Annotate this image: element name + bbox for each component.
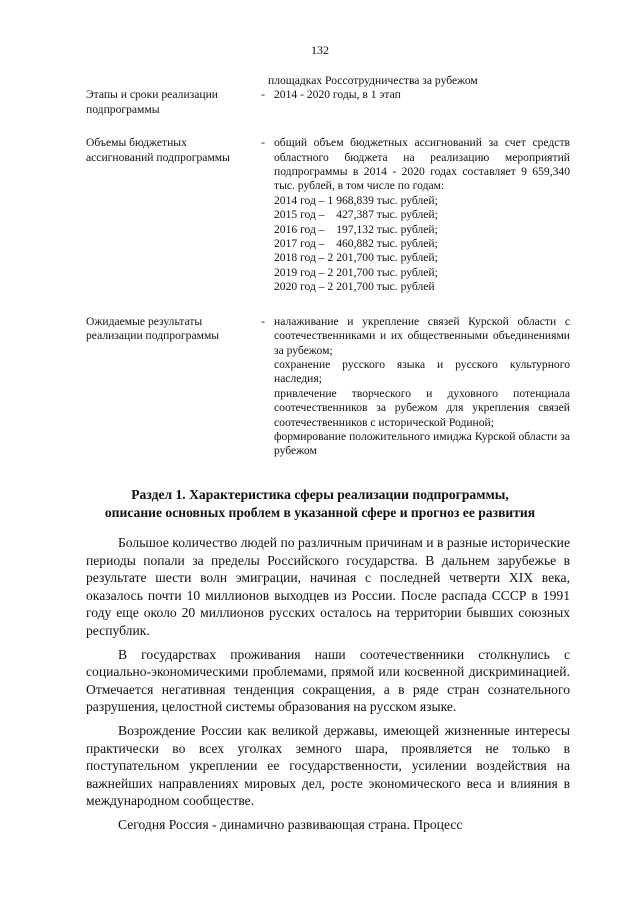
result-item: налаживание и укрепление связей Курской области с соотечественниками и их общественными объединениями за рубежом; (274, 314, 570, 357)
passport-table (86, 74, 570, 478)
passport-row-funding (86, 136, 570, 294)
row-dash: - (261, 136, 265, 150)
row-label: Ожидаемые результаты реализации подпрограммы (86, 314, 220, 343)
paragraph: В государствах проживания наши соотечественники столкнулись с социально-экономическими проблемами, прямой или косвенной дискриминацией. Отмечается негативная тенденция сокращения, а в ряде стран сознательного разрушения, целостной системы образования на русском языке. (86, 646, 570, 715)
section-title-line: Раздел 1. Характеристика сферы реализации подпрограммы, (131, 487, 509, 502)
page-number: 132 (311, 43, 329, 57)
funding-year: 2018 год – 2 201,700 тыс. рублей; (274, 251, 438, 265)
passport-row-results (86, 315, 570, 459)
passport-row-stages (86, 88, 570, 117)
row-value (274, 315, 570, 459)
body-text (86, 534, 570, 840)
funding-year: 2020 год – 2 201,700 тыс. рублей (274, 280, 435, 294)
section-title-line: описание основных проблем в указанной сфере и прогноз ее развития (104, 505, 536, 520)
row-dash: - (261, 314, 265, 328)
paragraph: Сегодня Россия - динамично развивающая страна. Процесс (118, 816, 463, 832)
funding-year: 2017 год – 460,882 тыс. рублей; (274, 237, 438, 251)
funding-year: 2019 год – 2 201,700 тыс. рублей; (274, 265, 438, 279)
paragraph: Возрождение России как великой державы, имеющей жизненные интересы практически во всех уголках земного шара, проявляется не только в поступательном укреплении ее государственности, усилении воздействия на важнейших направлениях мировых дел, росте экономического веса и влияния в международном сообществе. (86, 722, 570, 809)
row-label: Объемы бюджетных ассигнований подпрограммы (86, 136, 230, 164)
passport-continuation: площадках Россотрудничества за рубежом (268, 74, 478, 87)
row-label: Этапы и сроки реализации подпрограммы (86, 88, 218, 116)
paragraph: Большое количество людей по различным причинам и в разные исторические периоды попали за пределы Российского государства. В дальнем зарубежье в результате шести волн эмиграции, начиная с последней четверти XIX века, оказалось почти 10 миллионов выходцев из России. После распада СССР в 1991 году еще около 20 миллионов русских осталось на территории бывших союзных республик. (86, 535, 570, 638)
funding-year: 2016 год – 197,132 тыс. рублей; (274, 222, 438, 236)
row-value: 2014 - 2020 годы, в 1 этап (274, 88, 401, 102)
funding-year: 2014 год – 1 968,839 тыс. рублей; (274, 193, 438, 207)
funding-year: 2015 год – 427,387 тыс. рублей; (274, 208, 438, 222)
result-item: формирование положительного имиджа Курской области за рубежом (274, 429, 570, 458)
result-item: привлечение творческого и духовного потенциала соотечественников за рубежом для укрепления связей соотечественников с исторической Родиной; (274, 386, 570, 429)
row-value (274, 136, 570, 294)
result-item: сохранение русского языка и русского культурного наследия; (274, 357, 570, 386)
section-title (70, 486, 570, 522)
funding-summary: общий объем бюджетных ассигнований за счет средств областного бюджета на реализацию мероприятий подпрограммы в 2014 - 2020 годах составляет 9 659,340 тыс. рублей, в том числе по годам: (274, 136, 570, 193)
row-dash: - (261, 88, 265, 102)
